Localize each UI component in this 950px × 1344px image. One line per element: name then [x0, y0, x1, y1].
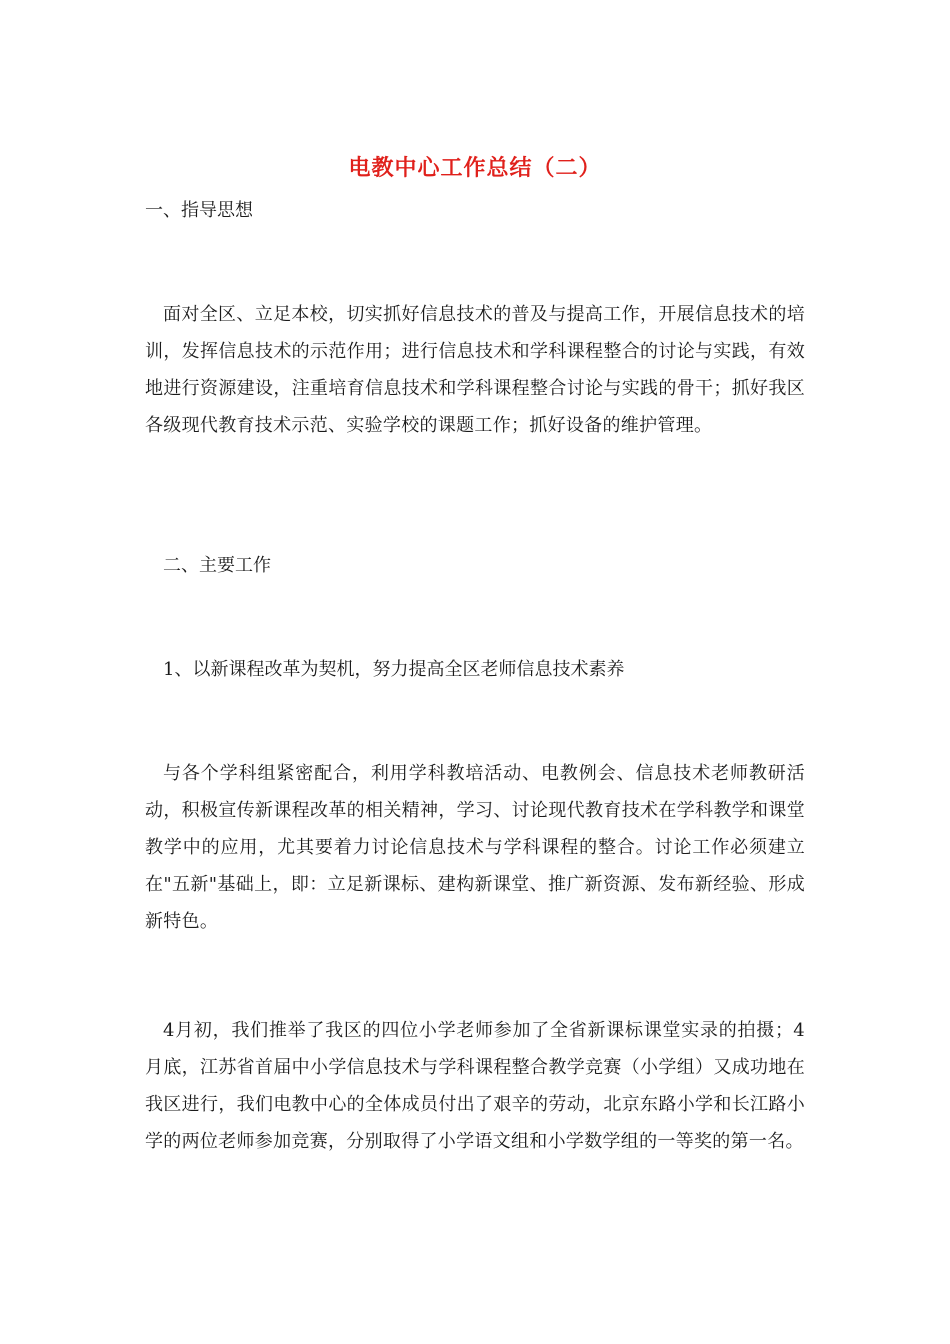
document-title: 电教中心工作总结（二） [348, 155, 602, 181]
subsection-paragraph-competition: 4月初，我们推举了我区的四位小学老师参加了全省新课标课堂实录的拍摄；4月底，江苏省首届中小学信息技术与学科课程整合教学竞赛（小学组）又成功地在我区进行，我们电教中心的全体成员付出了艰辛的劳动，北京东路小学和长江路小学的两位老师参加竞赛，分别取得了小学语文组和小学数学组的一等奖的第一名。 [145, 1020, 805, 1152]
subsection-heading-new-curriculum: 1、以新课程改革为契机，努力提高全区老师信息技术素养 [163, 659, 625, 680]
section-paragraph-guiding-principle: 面对全区、立足本校，切实抓好信息技术的普及与提高工作，开展信息技术的培训，发挥信息技术的示范作用；进行信息技术和学科课程整合的讨论与实践，有效地进行资源建设，注重培育信息技术和学科课程整合讨论与实践的骨干；抓好我区各级现代教育技术示范、实验学校的课题工作；抓好设备的维护管理。 [145, 304, 805, 436]
section-heading-main-work: 二、主要工作 [163, 555, 271, 576]
subsection-paragraph-cooperation: 与各个学科组紧密配合，利用学科教培活动、电教例会、信息技术老师教研活动，积极宣传新课程改革的相关精神，学习、讨论现代教育技术在学科教学和课堂教学中的应用，尤其要着力讨论信息技术与学科课程的整合。讨论工作必须建立在"五新"基础上，即：立足新课标、建构新课堂、推广新资源、发布新经验、形成新特色。 [145, 763, 805, 932]
section-heading-guiding-principle: 一、指导思想 [145, 200, 253, 221]
